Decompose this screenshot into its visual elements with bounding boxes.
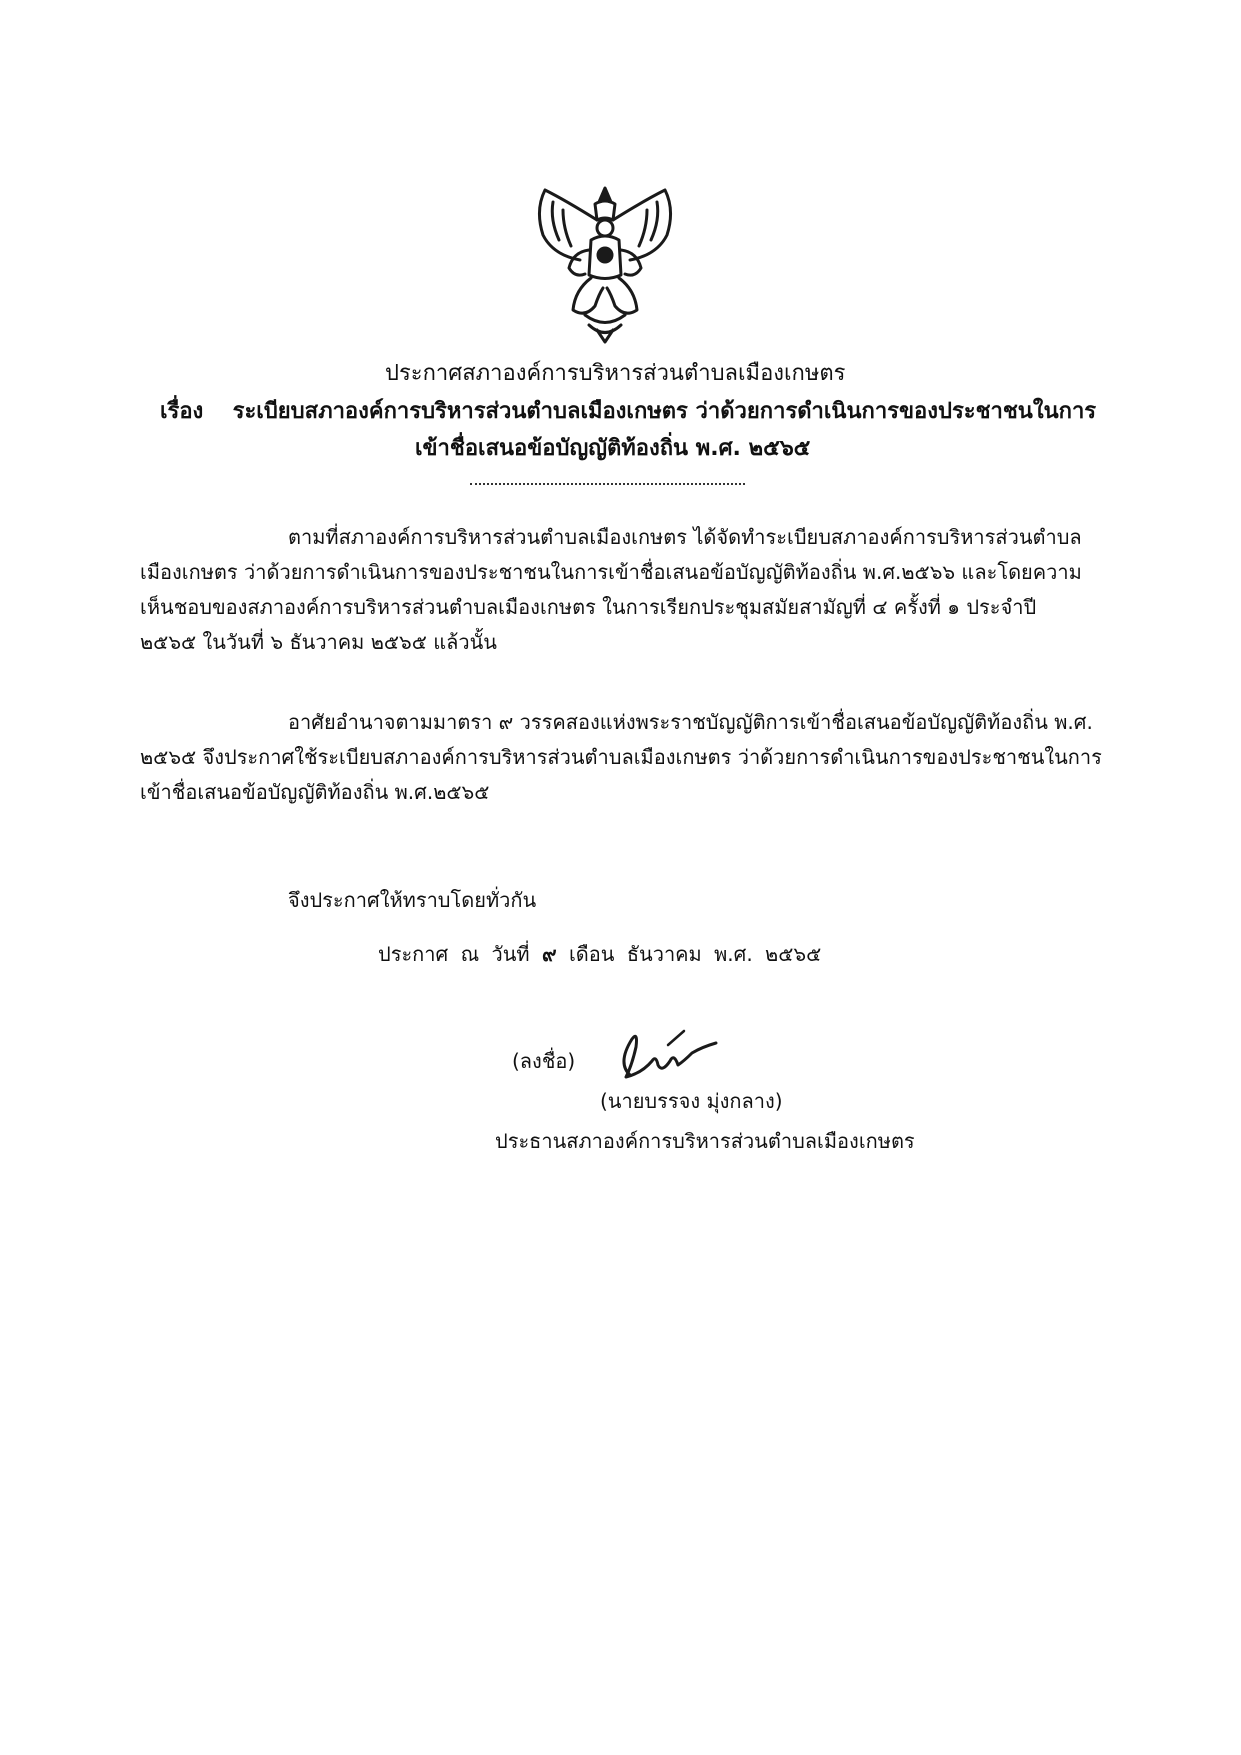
paragraph-authority (140, 705, 1102, 810)
paragraph-line: ๒๕๖๕ จึงประกาศใช้ระเบียบสภาองค์การบริหารส่วนตำบลเมืองเกษตร ว่าด้วยการดำเนินการของประชาชนในการ (140, 745, 1102, 769)
subject-text: ระเบียบสภาองค์การบริหารส่วนตำบลเมืองเกษตร ว่าด้วยการดำเนินการของประชาชนในการ (232, 399, 1097, 424)
announcement-title: ประกาศสภาองค์การบริหารส่วนตำบลเมืองเกษตร (385, 361, 846, 386)
subject-line-2: เข้าชื่อเสนอข้อบัญญัติท้องถิ่น พ.ศ. ๒๕๖๕ (415, 436, 811, 461)
signer-position: ประธานสภาองค์การบริหารส่วนตำบลเมืองเกษตร (495, 1129, 915, 1153)
paragraph-line: ตามที่สภาองค์การบริหารส่วนตำบลเมืองเกษตร ได้จัดทำระเบียบสภาองค์การบริหารส่วนตำบล (288, 525, 1082, 549)
signature-label: (ลงชื่อ) (512, 1049, 576, 1073)
date-month: ธันวาคม (626, 942, 702, 966)
garuda-emblem-icon (525, 180, 685, 345)
date-year-label: พ.ศ. (714, 942, 753, 966)
paragraph-line: เข้าชื่อเสนอข้อบัญญัติท้องถิ่น พ.ศ.๒๕๖๕ (140, 780, 490, 804)
announcement-date (378, 938, 821, 970)
subject-line-1 (160, 393, 1096, 428)
subject-label: เรื่อง (160, 399, 204, 424)
date-year: ๒๕๖๕ (765, 942, 822, 966)
handwritten-signature-icon (612, 1025, 722, 1085)
date-day: ๙ (541, 942, 557, 966)
signer-name: (นายบรรจง มุ่งกลาง) (600, 1089, 783, 1113)
date-prefix: ประกาศ ณ วันที่ (378, 942, 530, 966)
header-divider (470, 483, 745, 485)
paragraph-line: ๒๕๖๕ ในวันที่ ๖ ธันวาคม ๒๕๖๕ แล้วนั้น (140, 630, 497, 654)
date-month-label: เดือน (568, 942, 615, 966)
closing-statement: จึงประกาศให้ทราบโดยทั่วกัน (288, 888, 537, 912)
paragraph-line: อาศัยอำนาจตามมาตรา ๙ วรรคสองแห่งพระราชบัญญัติการเข้าชื่อเสนอข้อบัญญัติท้องถิ่น พ.ศ. (288, 710, 1093, 734)
paragraph-line: เห็นชอบของสภาองค์การบริหารส่วนตำบลเมืองเกษตร ในการเรียกประชุมสมัยสามัญที่ ๔ ครั้งที่ ๑ ประจำปี (140, 595, 1037, 619)
paragraph-preamble (140, 520, 1082, 660)
paragraph-line: เมืองเกษตร ว่าด้วยการดำเนินการของประชาชนในการเข้าชื่อเสนอข้อบัญญัติท้องถิ่น พ.ศ.๒๕๖๖ และโดยความ (140, 560, 1082, 584)
